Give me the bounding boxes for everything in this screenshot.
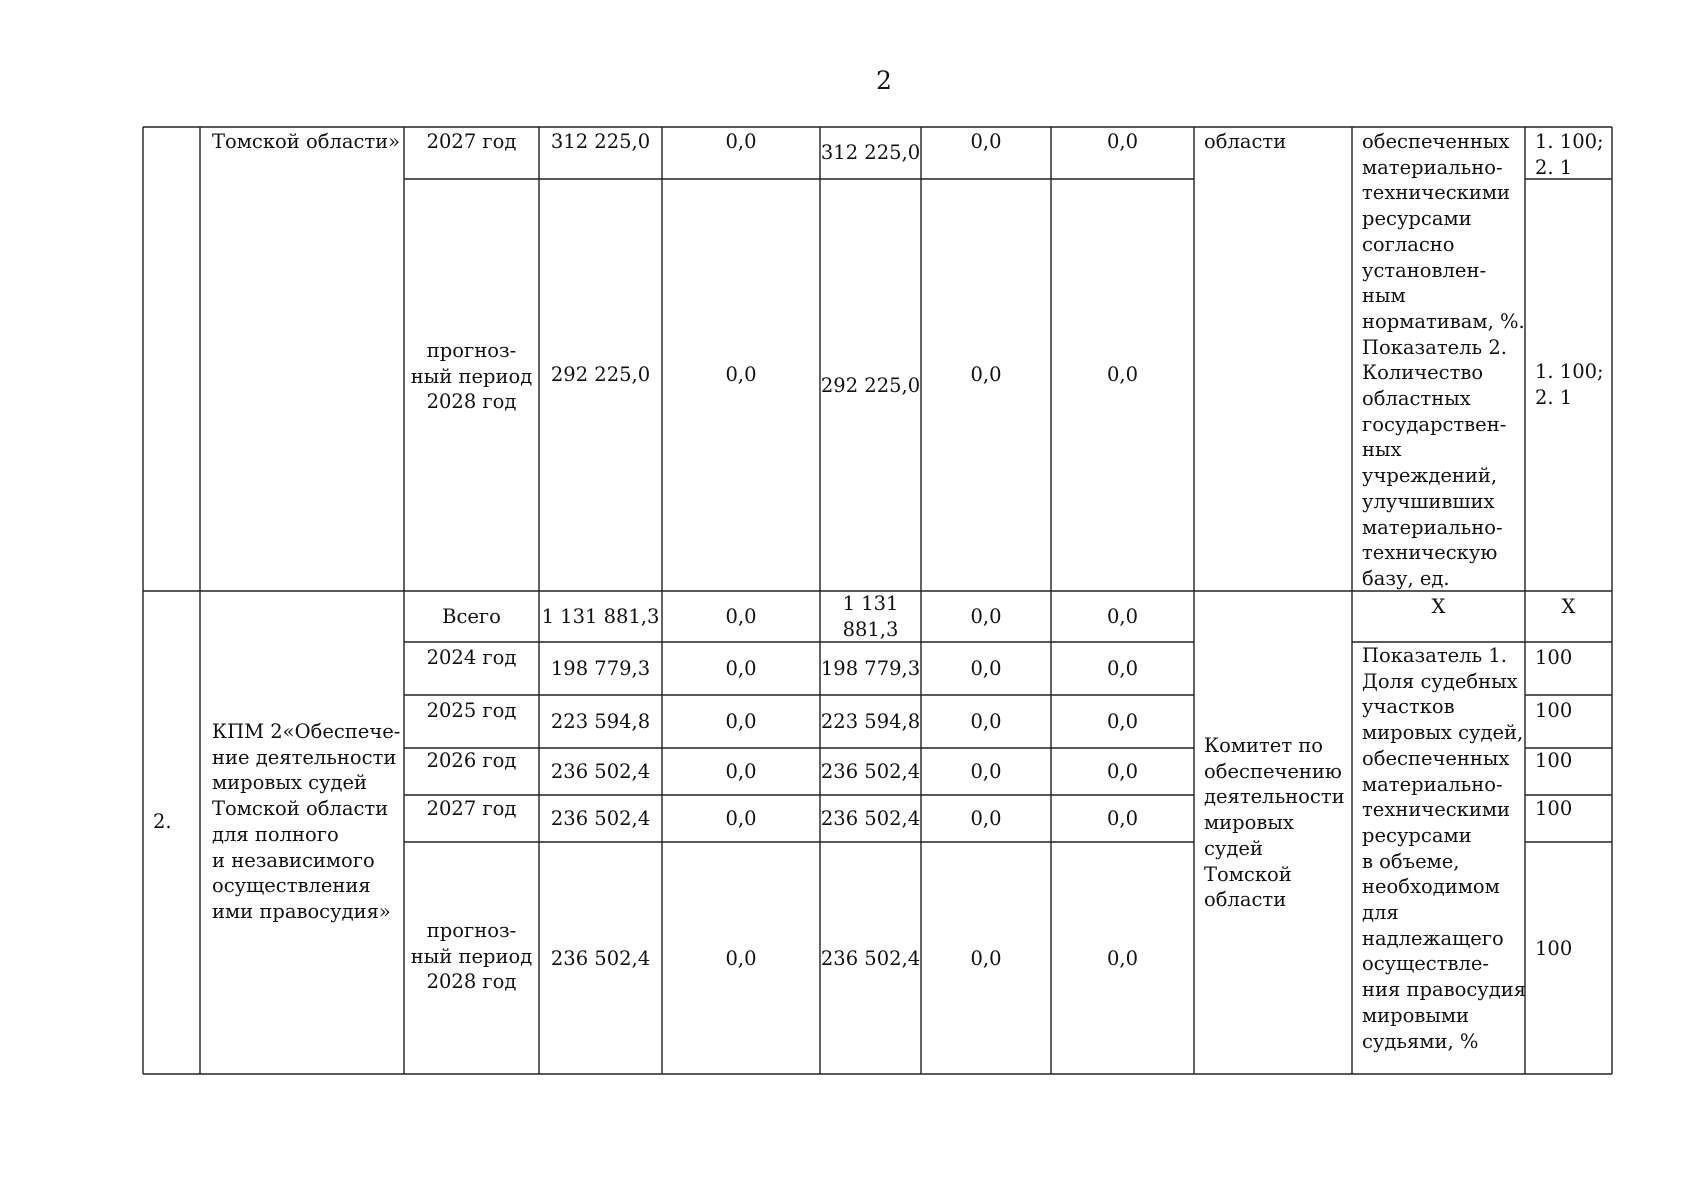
indicator-value-cell: 1. 100; 2. 1 — [1535, 360, 1604, 409]
local-cell: 0,0 — [970, 760, 1002, 783]
executor-cell: Комитет по обеспечению деятельности мировых судей Томской области — [1204, 734, 1345, 912]
other-cell: 0,0 — [1106, 657, 1138, 680]
total-cell: 236 502,4 — [550, 807, 651, 830]
period-cell: 2024 год — [426, 646, 517, 669]
executor-cell: области — [1204, 130, 1287, 153]
indicator-value-cell: Х — [1561, 595, 1576, 618]
federal-cell: 0,0 — [725, 130, 757, 153]
program-name: Томской области» — [212, 130, 401, 153]
local-cell: 0,0 — [970, 947, 1002, 970]
total-cell: 236 502,4 — [550, 947, 651, 970]
other-cell: 0,0 — [1106, 363, 1138, 386]
indicator-value-cell: 100 — [1535, 646, 1573, 669]
indicator-value-cell: 100 — [1535, 797, 1573, 820]
indicator-value-cell: 100 — [1535, 937, 1573, 960]
period-cell: прогноз- ный период 2028 год — [410, 919, 533, 994]
local-cell: 0,0 — [970, 363, 1002, 386]
other-cell: 0,0 — [1106, 760, 1138, 783]
other-cell: 0,0 — [1106, 605, 1138, 628]
period-cell: 2027 год — [426, 797, 517, 820]
other-cell: 0,0 — [1106, 130, 1138, 153]
local-cell: 0,0 — [970, 807, 1002, 830]
regional-cell: 236 502,4 — [820, 760, 921, 783]
regional-cell: 198 779,3 — [820, 657, 921, 680]
regional-cell: 236 502,4 — [820, 807, 921, 830]
other-cell: 0,0 — [1106, 710, 1138, 733]
total-cell: 223 594,8 — [550, 710, 651, 733]
period-cell: Всего — [442, 605, 501, 628]
total-cell: 312 225,0 — [550, 130, 651, 153]
federal-cell: 0,0 — [725, 947, 757, 970]
indicator-header-cell: Х — [1431, 595, 1446, 618]
indicator-value-cell: 1. 100; 2. 1 — [1535, 130, 1604, 179]
total-cell: 236 502,4 — [550, 760, 651, 783]
total-cell: 198 779,3 — [550, 657, 651, 680]
regional-cell: 1 131 881,3 — [842, 592, 899, 641]
indicator-cell: Показатель 1. Доля судебных участков мировых судей, обеспеченных материально- техническими ресурсами в объеме, необходимом для надлежащего осуществле- ния правосудия мировыми судьями, % — [1362, 644, 1527, 1053]
local-cell: 0,0 — [970, 657, 1002, 680]
federal-cell: 0,0 — [725, 760, 757, 783]
period-cell: прогноз- ный период 2028 год — [410, 339, 533, 414]
regional-cell: 236 502,4 — [820, 947, 921, 970]
federal-cell: 0,0 — [725, 363, 757, 386]
federal-cell: 0,0 — [725, 657, 757, 680]
local-cell: 0,0 — [970, 130, 1002, 153]
regional-cell: 292 225,0 — [820, 374, 921, 397]
period-cell: 2025 год — [426, 699, 517, 722]
local-cell: 0,0 — [970, 710, 1002, 733]
period-cell: 2026 год — [426, 749, 517, 772]
federal-cell: 0,0 — [725, 605, 757, 628]
regional-cell: 223 594,8 — [820, 710, 921, 733]
page-number: 2 — [876, 66, 892, 95]
indicator-cell: обеспеченных материально- техническими ресурсами согласно установлен- ным нормативам, %. Показатель 2. Количество областных государствен- ных учреждений, улучшивших материально- техническую базу, ед. — [1362, 130, 1525, 590]
program-name: КПМ 2«Обеспече- ние деятельности мировых судей Томской области для полного и независимого осуществления ими правосудия» — [212, 720, 401, 923]
period-cell: 2027 год — [426, 130, 517, 153]
local-cell: 0,0 — [970, 605, 1002, 628]
indicator-value-cell: 100 — [1535, 749, 1573, 772]
federal-cell: 0,0 — [725, 807, 757, 830]
total-cell: 292 225,0 — [550, 363, 651, 386]
total-cell: 1 131 881,3 — [541, 605, 660, 628]
other-cell: 0,0 — [1106, 807, 1138, 830]
row-number: 2. — [153, 810, 172, 833]
regional-cell: 312 225,0 — [820, 141, 921, 164]
indicator-value-cell: 100 — [1535, 699, 1573, 722]
federal-cell: 0,0 — [725, 710, 757, 733]
other-cell: 0,0 — [1106, 947, 1138, 970]
